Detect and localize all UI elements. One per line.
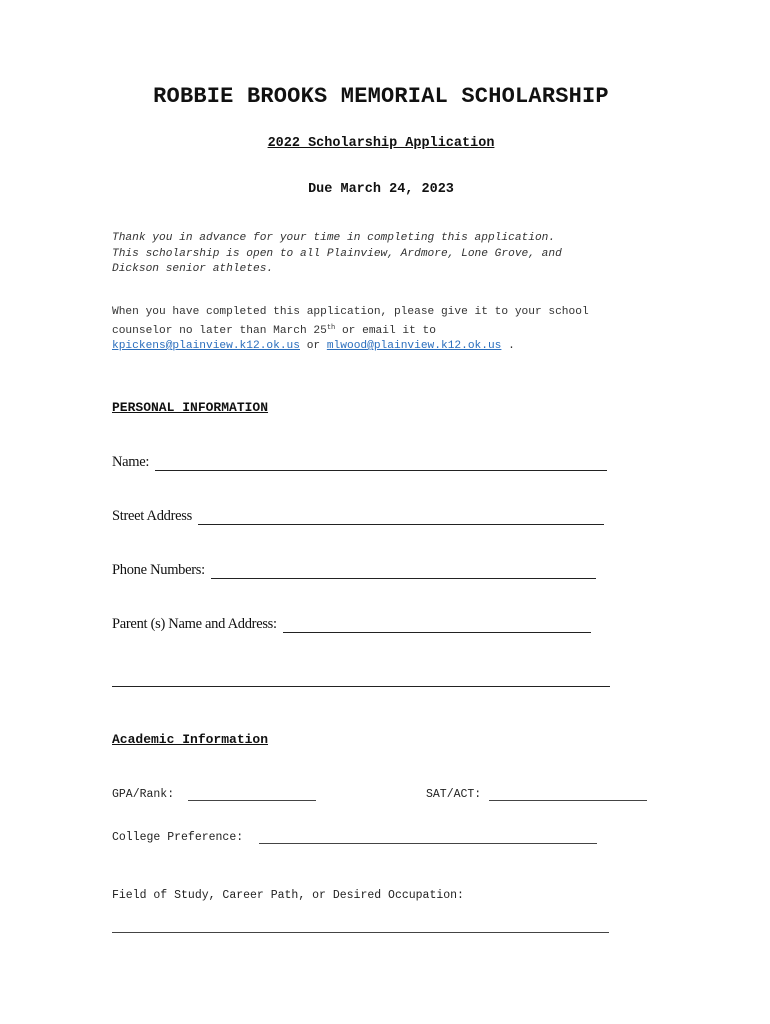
instructions-end: . <box>501 340 515 352</box>
instructions-paragraph <box>112 305 672 355</box>
college-preference-label: College Preference: <box>112 831 244 844</box>
street-address-label: Street Address <box>112 508 192 524</box>
college-preference-field[interactable] <box>112 831 597 844</box>
sat-act-field[interactable] <box>426 788 647 801</box>
street-address-field[interactable] <box>112 508 604 525</box>
intro-line: Dickson senior athletes. <box>112 263 274 275</box>
email-link-mlwood[interactable]: mlwood@plainview.k12.ok.us <box>326 340 502 352</box>
field-of-study-label: Field of Study, Career Path, or Desired Occupation: <box>112 889 464 902</box>
document-subtitle <box>0 136 762 151</box>
intro-paragraph <box>112 231 672 278</box>
intro-line: Thank you in advance for your time in completing this application. <box>112 232 556 244</box>
parent-name-address-field[interactable] <box>112 616 591 633</box>
parent-name-address-line[interactable] <box>283 618 591 633</box>
ordinal-suffix: th <box>326 323 336 332</box>
instructions-text: counselor no later than March 25 <box>112 324 327 337</box>
intro-line: This scholarship is open to all Plainview, Ardmore, Lone Grove, and <box>112 247 562 260</box>
phone-numbers-line[interactable] <box>211 564 596 579</box>
street-address-line[interactable] <box>198 510 604 525</box>
parent-name-address-label: Parent (s) Name and Address: <box>112 616 277 632</box>
name-field[interactable] <box>112 454 607 471</box>
college-preference-line[interactable] <box>259 831 597 844</box>
instructions-line <box>112 321 672 340</box>
instructions-line <box>112 339 672 355</box>
subtitle-text: 2022 Scholarship Application <box>267 136 495 151</box>
personal-info-heading: PERSONAL INFORMATION <box>112 400 269 415</box>
name-line[interactable] <box>155 456 607 471</box>
phone-numbers-field[interactable] <box>112 562 596 579</box>
gpa-rank-field[interactable] <box>112 788 316 801</box>
gpa-rank-label: GPA/Rank: <box>112 788 175 801</box>
instructions-line: When you have completed this application, please give it to your school <box>112 306 589 318</box>
due-date: Due March 24, 2023 <box>308 182 454 197</box>
name-label: Name: <box>112 454 150 470</box>
gpa-rank-line[interactable] <box>188 788 316 801</box>
field-of-study-line[interactable] <box>112 920 609 933</box>
parent-address-extra-line[interactable] <box>112 672 610 687</box>
sat-act-line[interactable] <box>489 788 647 801</box>
phone-numbers-label: Phone Numbers: <box>112 562 205 578</box>
academic-info-heading: Academic Information <box>112 732 269 747</box>
sat-act-label: SAT/ACT: <box>426 788 482 801</box>
instructions-text: or email it to <box>335 324 436 337</box>
email-link-kpickens[interactable]: kpickens@plainview.k12.ok.us <box>112 340 300 352</box>
instructions-connector: or <box>299 340 327 352</box>
document-title: ROBBIE BROOKS MEMORIAL SCHOLARSHIP <box>153 84 609 109</box>
